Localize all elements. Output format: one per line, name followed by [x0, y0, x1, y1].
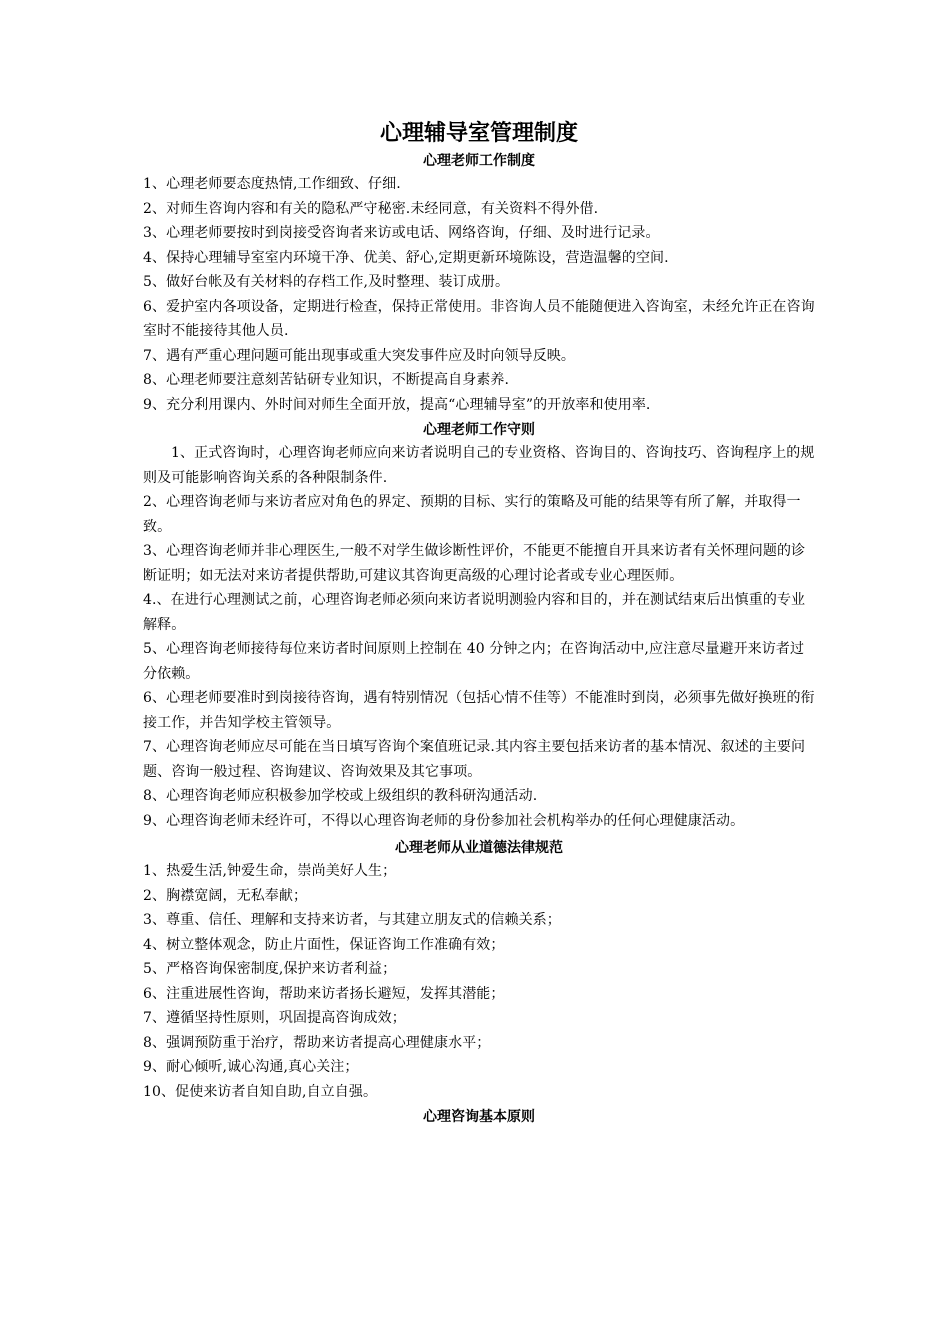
list-item: 5、严格咨询保密制度,保护来访者利益； [143, 961, 397, 977]
work-system-list [143, 172, 815, 417]
document-title: 心理辅导室管理制度 [379, 121, 578, 146]
list-item: 7、心理咨询老师应尽可能在当日填写咨询个案值班记录.其内容主要包括来访者的基本情况、叙述的主要问题、咨询一般过程、咨询建议、咨询效果及其它事项。 [143, 739, 806, 780]
list-item: 3、心理咨询老师并非心理医生,一般不对学生做诊断性评价，不能更不能擅自开具来访者有关怀理问题的诊断证明；如无法对来访者提供帮助,可建议其咨询更高级的心理讨论者或专业心理医师。 [143, 543, 806, 584]
section-heading-work-rules: 心理老师工作守则 [423, 422, 535, 438]
list-item: 3、尊重、信任、理解和支持来访者，与其建立朋友式的信赖关系； [143, 912, 561, 928]
list-item: 10、促使来访者自知自助,自立自强。 [143, 1083, 378, 1100]
list-item: 5、做好台帐及有关材料的存档工作,及时整理、装订成册。 [143, 274, 510, 290]
list-item: 8、心理老师要注意刻苦钻研专业知识，不断提高自身素养. [143, 372, 510, 388]
list-item: 9、耐心倾听,诚心沟通,真心关注； [143, 1059, 359, 1075]
document-page [143, 118, 815, 1128]
list-item: 2、对师生咨询内容和有关的隐私严守秘密.未经同意，有关资料不得外借. [143, 200, 599, 217]
list-item: 2、胸襟宽阔，无私奉献； [143, 887, 308, 904]
list-item: 2、心理咨询老师与来访者应对角色的界定、预期的目标、实行的策略及可能的结果等有所了解，并取得一致。 [143, 494, 801, 535]
list-item: 8、心理咨询老师应积极参加学校或上级组织的教科研沟通活动. [143, 788, 538, 804]
list-item: 1、心理老师要态度热情,工作细致、仔细. [143, 176, 401, 192]
list-item: 1、热爱生活,钟爱生命，崇尚美好人生； [143, 863, 397, 879]
work-rules-list [143, 441, 815, 833]
list-item: 3、心理老师要按时到岗接受咨询者来访或电话、网络咨询，仔细、及时进行记录。 [143, 225, 660, 241]
list-item: 7、遇有严重心理问题可能出现事或重大突发事件应及时向领导反映。 [143, 347, 576, 364]
section-heading-ethics-norms: 心理老师从业道德法律规范 [395, 840, 563, 856]
list-item: 9、充分利用课内、外时间对师生全面开放，提高“心理辅导室”的开放率和使用率. [143, 396, 651, 413]
list-item: 9、心理咨询老师未经许可，不得以心理咨询老师的身份参加社会机构举办的任何心理健康活动。 [143, 812, 745, 829]
list-item: 4.、在进行心理测试之前，心理咨询老师必须向来访者说明测验内容和目的，并在测试结束后出慎重的专业解释。 [143, 592, 806, 633]
list-item: 4、保持心理辅导室室内环境干净、优美、舒心,定期更新环境陈设，营造温馨的空间. [143, 249, 669, 266]
list-item: 7、遵循坚持性原则，巩固提高咨询成效； [143, 1010, 406, 1026]
list-item: 1、正式咨询时，心理咨询老师应向来访者说明自己的专业资格、咨询目的、咨询技巧、咨询程序上的规则及可能影响咨询关系的各种限制条件. [143, 445, 815, 486]
list-item: 4、树立整体观念，防止片面性，保证咨询工作准确有效； [143, 936, 505, 953]
list-item: 5、心理咨询老师接待每位来访者时间原则上控制在 40 分钟之内；在咨询活动中,应注意尽量避开来访者过分依赖。 [143, 641, 805, 682]
list-item: 8、强调预防重于治疗，帮助来访者提高心理健康水平； [143, 1034, 491, 1051]
list-item: 6、心理老师要准时到岗接待咨询，遇有特别情况（包括心情不佳等）不能准时到岗，必须事先做好换班的衔接工作，并告知学校主管领导。 [143, 690, 815, 731]
section-heading-basic-principles: 心理咨询基本原则 [423, 1109, 535, 1125]
list-item: 6、爱护室内各项设备，定期进行检查，保持正常使用。非咨询人员不能随便进入咨询室，未经允许正在咨询室时不能接待其他人员. [143, 298, 815, 339]
section-heading-work-system: 心理老师工作制度 [423, 153, 535, 169]
ethics-norms-list [143, 859, 815, 1104]
list-item: 6、注重进展性咨询，帮助来访者扬长避短，发挥其潜能； [143, 985, 505, 1002]
